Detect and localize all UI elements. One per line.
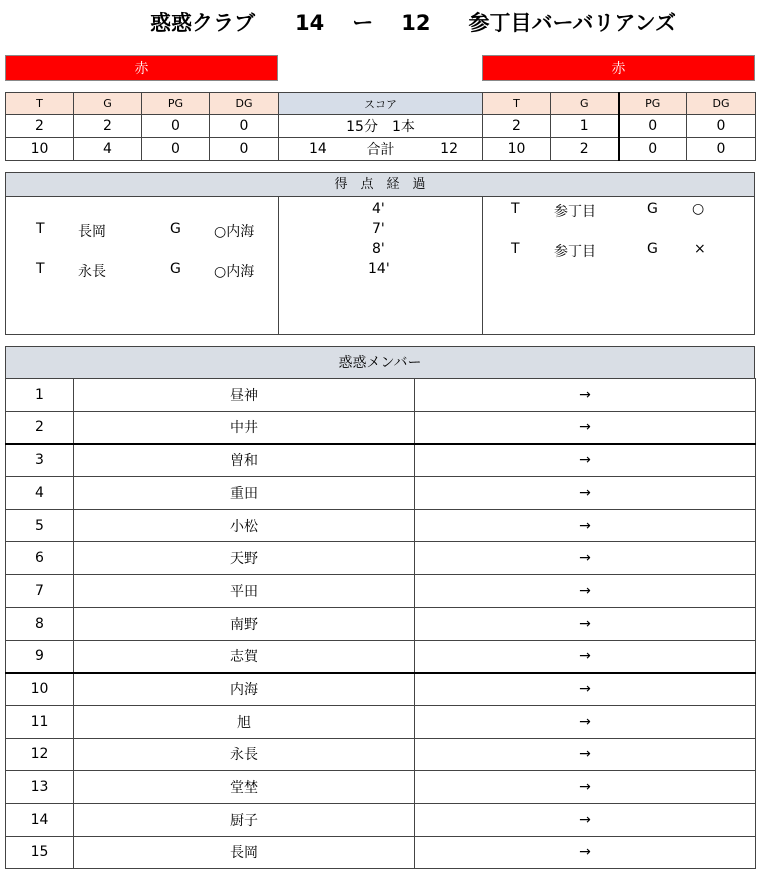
stat-cell: 0 [210,138,279,161]
members-header: 惑惑メンバー [5,346,755,378]
member-row [6,738,756,771]
member-substitution: → [415,477,756,510]
member-number: 13 [6,771,74,804]
stat-header-pg: PG [142,93,210,115]
stat-cell: 10 [483,138,551,161]
member-number: 15 [6,836,74,869]
member-number: 6 [6,542,74,575]
total-home: 14 [309,141,327,157]
member-number: 2 [6,411,74,444]
member-row [6,542,756,575]
stat-cell: 2 [74,115,142,138]
member-row [6,477,756,510]
member-number: 1 [6,379,74,412]
score-header: スコア [279,93,483,115]
member-name: 厨子 [74,803,415,836]
stat-header-dg: DG [210,93,279,115]
member-number: 9 [6,640,74,673]
home-score-kicker: ○内海 [214,224,255,240]
member-substitution: → [415,575,756,608]
member-row [6,575,756,608]
member-row [6,607,756,640]
home-color-bar: 赤 [5,55,278,81]
away-team-name: 参丁目バーバリアンズ [468,11,676,35]
home-score-kicker: ○内海 [214,264,255,280]
member-substitution: → [415,542,756,575]
member-number: 4 [6,477,74,510]
member-number: 5 [6,509,74,542]
stat-header-dg: DG [687,93,756,115]
stat-cell: 0 [687,115,756,138]
home-score: 14 [295,11,325,35]
away-score: 12 [401,11,431,35]
away-score-result: × [694,241,706,257]
column-divider [482,197,483,334]
total-away: 12 [440,141,458,157]
total-label: 合計 [366,142,395,158]
stat-header-g: G [551,93,619,115]
home-score-player: 永長 [78,264,106,280]
member-number: 12 [6,738,74,771]
member-name: 長岡 [74,836,415,869]
scoring-header: 得 点 経 過 [6,173,754,197]
member-name: 重田 [74,477,415,510]
member-substitution: → [415,673,756,706]
member-number: 3 [6,444,74,477]
member-row [6,509,756,542]
stat-header-t: T [483,93,551,115]
score-time: 7' [372,221,385,237]
member-row [6,771,756,804]
away-score-player: 参丁目 [554,244,596,260]
stat-cell: 4 [74,138,142,161]
stat-cell: 0 [619,138,687,161]
stat-header-g: G [74,93,142,115]
home-score-type: T [36,221,45,237]
away-score-player: 参丁目 [554,204,596,220]
away-score-kick: G [647,201,658,217]
member-row [6,379,756,412]
stat-cell: 1 [551,115,619,138]
member-number: 8 [6,607,74,640]
home-team-name: 惑惑クラブ [150,11,255,35]
home-score-player: 長岡 [78,224,106,240]
stats-row [6,115,756,138]
member-substitution: → [415,640,756,673]
member-row [6,640,756,673]
member-number: 10 [6,673,74,706]
stat-cell: 2 [483,115,551,138]
member-row [6,803,756,836]
member-row [6,673,756,706]
member-name: 内海 [74,673,415,706]
away-color-bar: 赤 [482,55,755,81]
member-substitution: → [415,836,756,869]
member-substitution: → [415,738,756,771]
scoring-progress-box [5,172,755,335]
member-name: 平田 [74,575,415,608]
member-name: 南野 [74,607,415,640]
away-score-type: T [511,241,520,257]
total-cell [279,138,483,161]
member-number: 7 [6,575,74,608]
member-name: 小松 [74,509,415,542]
away-score-type: T [511,201,520,217]
stat-header-t: T [6,93,74,115]
member-row [6,411,756,444]
score-time: 14' [368,261,390,277]
score-time: 8' [372,241,385,257]
stat-cell: 0 [687,138,756,161]
member-substitution: → [415,379,756,412]
away-score-result: ○ [692,201,705,217]
away-score-kick: G [647,241,658,257]
stat-cell: 0 [142,138,210,161]
home-score-kick: G [170,261,181,277]
score-time: 4' [372,201,385,217]
half-info: 15分 1本 [279,115,483,138]
member-name: 永長 [74,738,415,771]
member-name: 曽和 [74,444,415,477]
match-title [150,6,750,40]
member-row [6,836,756,869]
stat-cell: 2 [6,115,74,138]
member-name: 旭 [74,705,415,738]
home-score-type: T [36,261,45,277]
member-name: 天野 [74,542,415,575]
member-substitution: → [415,607,756,640]
stat-cell: 2 [551,138,619,161]
stat-cell: 0 [210,115,279,138]
member-substitution: → [415,509,756,542]
stats-header-row [6,93,756,115]
home-score-kick: G [170,221,181,237]
member-substitution: → [415,771,756,804]
score-stats-table [5,92,756,161]
member-row [6,705,756,738]
column-divider [278,197,279,334]
member-row [6,444,756,477]
stat-cell: 10 [6,138,74,161]
member-substitution: → [415,444,756,477]
member-substitution: → [415,705,756,738]
member-name: 堂埜 [74,771,415,804]
members-table [5,378,756,869]
stats-total-row [6,138,756,161]
member-number: 14 [6,803,74,836]
member-number: 11 [6,705,74,738]
member-substitution: → [415,803,756,836]
stat-cell: 0 [619,115,687,138]
member-name: 昼神 [74,379,415,412]
member-name: 中井 [74,411,415,444]
score-separator: ー [352,11,374,35]
stat-header-pg: PG [619,93,687,115]
member-substitution: → [415,411,756,444]
stat-cell: 0 [142,115,210,138]
member-name: 志賀 [74,640,415,673]
